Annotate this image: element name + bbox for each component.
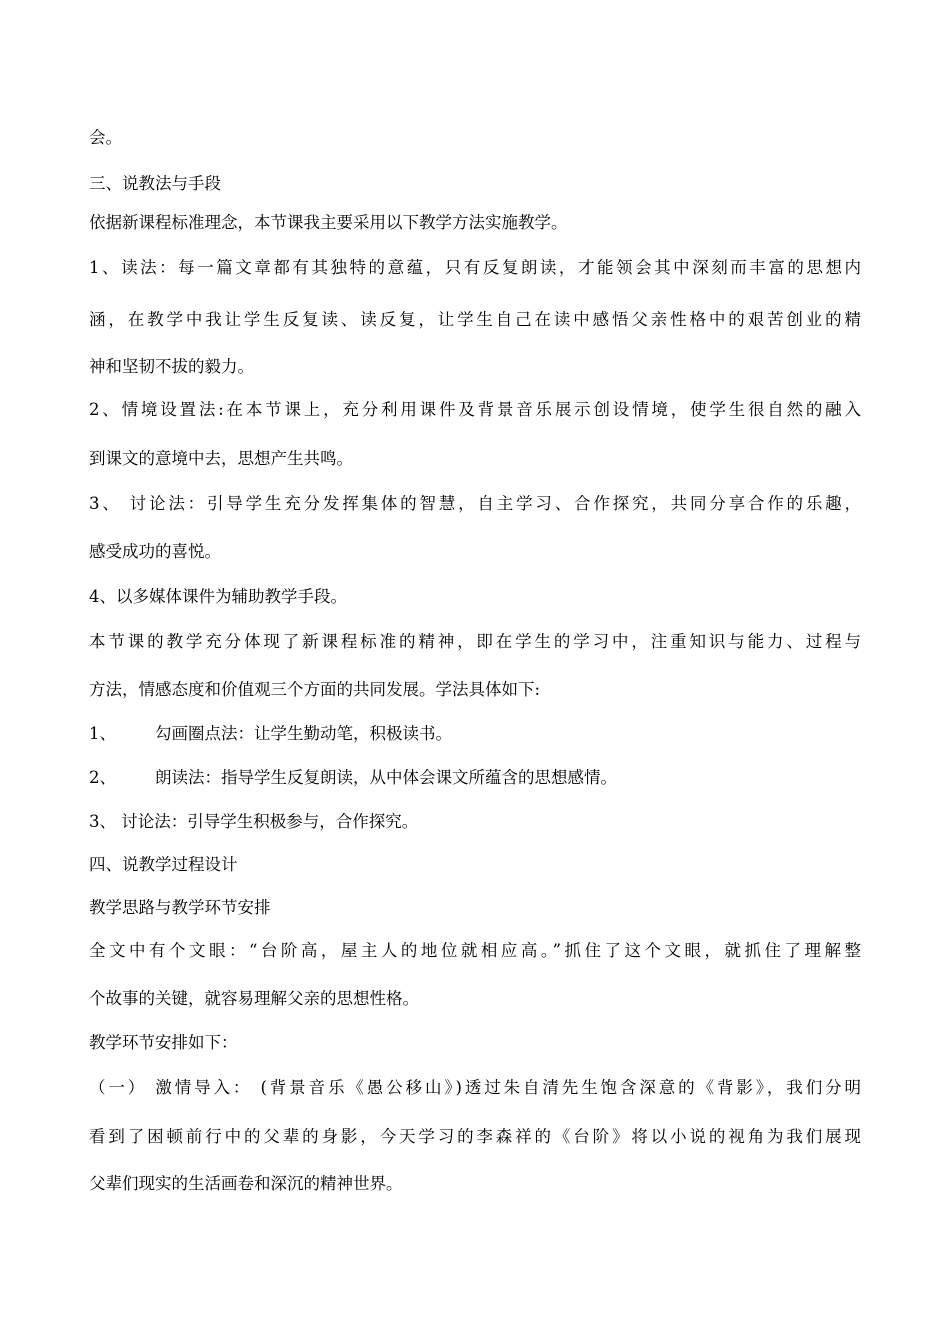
paragraph-line: 涵，在教学中我让学生反复读、读反复，让学生自己在读中感悟父亲性格中的艰苦创业的精 [89,310,861,329]
list-item: 3、 讨论法：引导学生积极参与，合作探究。 [89,812,419,831]
list-item-text: 朗读法：指导学生反复朗读，从中体会课文所蕴含的思想感情。 [155,768,617,787]
list-item [89,722,452,746]
section-heading: 四、说教学过程设计 [89,855,238,874]
paragraph-line: 神和坚韧不拔的毅力。 [89,357,254,376]
paragraph-line: 3、 讨论法：引导学生充分发挥集体的智慧，自主学习、合作探究，共同分享合作的乐趣， [89,494,861,513]
paragraph-line: 本节课的教学充分体现了新课程标准的精神，即在学生的学习中，注重知识与能力、过程与 [89,632,861,651]
paragraph-line: 全文中有个文眼：“台阶高，屋主人的地位就相应高。”抓住了这个文眼，就抓住了理解整 [89,941,861,960]
paragraph-line: 感受成功的喜悦。 [89,542,221,561]
paragraph-line: 父辈们现实的生活画卷和深沉的精神世界。 [89,1174,403,1193]
paragraph-line: 看到了困顿前行中的父辈的身影，今天学习的李森祥的《台阶》将以小说的视角为我们展现 [89,1127,861,1146]
paragraph-line: 教学环节安排如下： [89,1033,238,1052]
paragraph-line: 依据新课程标准理念，本节课我主要采用以下教学方法实施教学。 [89,213,568,232]
list-number: 1、 [89,724,116,743]
paragraph-line: 4、以多媒体课件为辅助教学手段。 [89,587,347,606]
paragraph-line: （一） 激情导入： (背景音乐《愚公移山》)透过朱自清先生饱含深意的《背影》，我们分明 [89,1078,861,1097]
paragraph-line: 2、情境设置法:在本节课上，充分利用课件及背景音乐展示创设情境，使学生很自然的融入 [89,400,861,419]
paragraph-line: 1、读法：每一篇文章都有其独特的意蕴，只有反复朗读，才能领会其中深刻而丰富的思想内 [89,258,861,277]
paragraph-line: 个故事的关键，就容易理解父亲的思想性格。 [89,989,419,1008]
list-item [89,766,617,790]
paragraph-line: 方法，情感态度和价值观三个方面的共同发展。学法具体如下: [89,680,541,699]
list-item-text: 勾画圈点法：让学生勤动笔，积极读书。 [155,724,452,743]
paragraph-line: 会。 [89,128,122,147]
list-number: 2、 [89,768,116,787]
subheading: 教学思路与教学环节安排 [89,898,271,917]
section-heading: 三、说教法与手段 [89,174,221,193]
paragraph-line: 到课文的意境中去，思想产生共鸣。 [89,449,353,468]
